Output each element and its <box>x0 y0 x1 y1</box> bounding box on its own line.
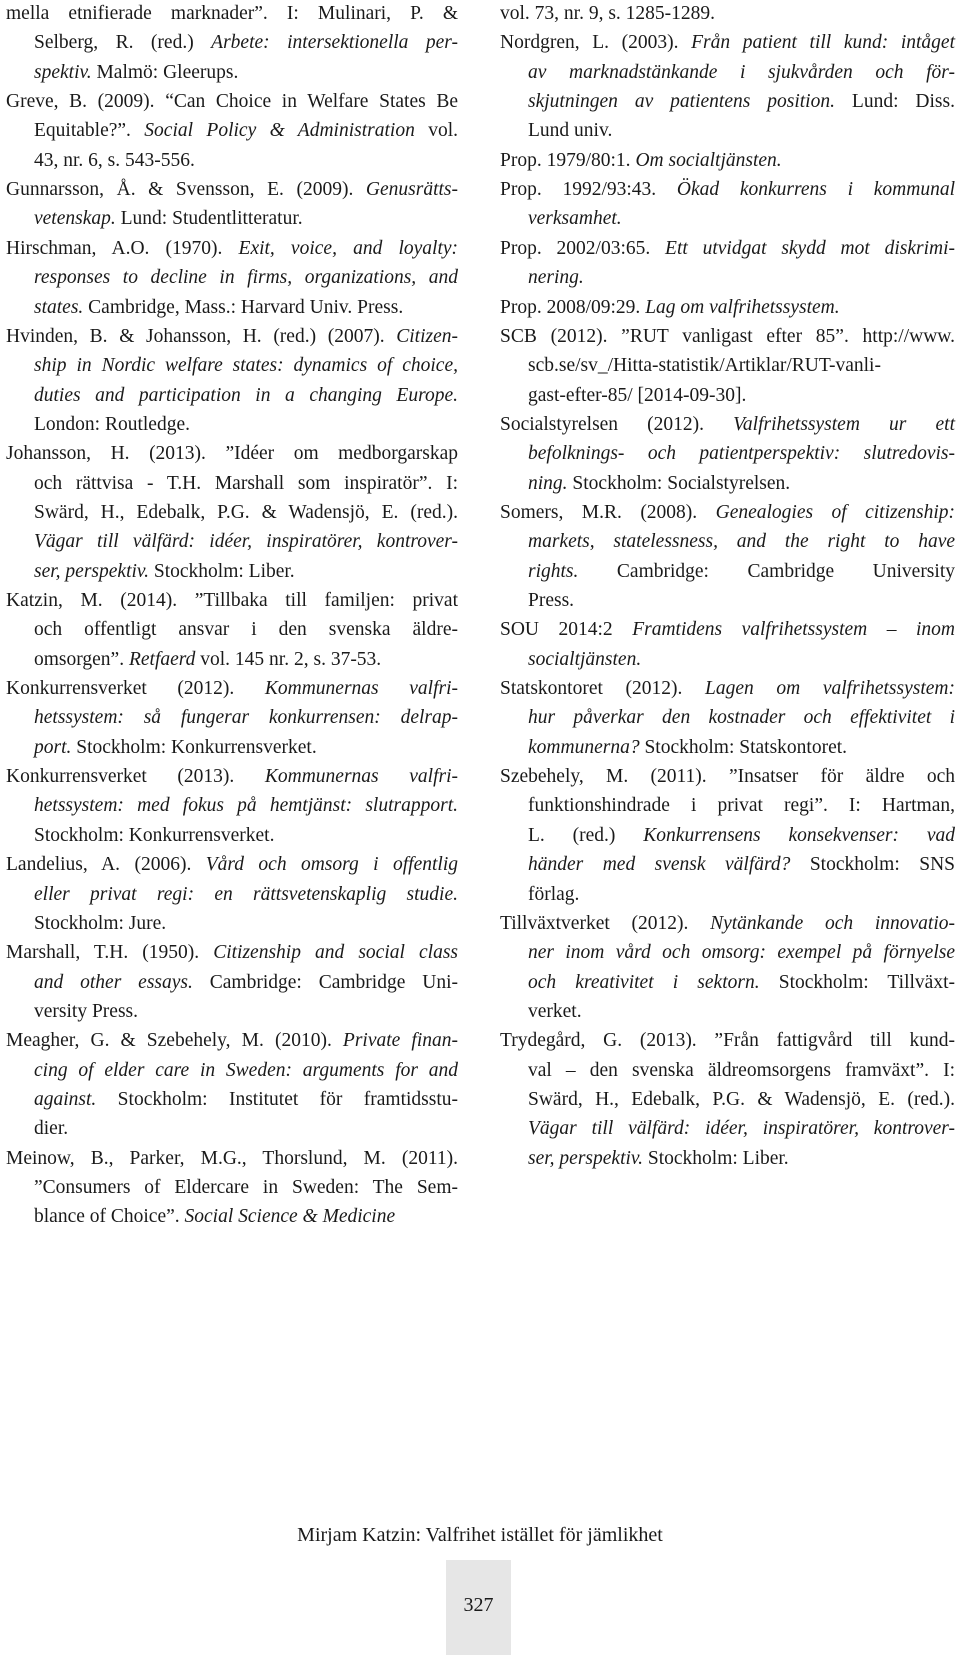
reference-text: Stockholm: Liber. <box>642 1147 789 1169</box>
reference-text: Hirschman, A.O. (1970). <box>6 237 239 259</box>
reference-italic-text: händer med svensk välfärd? <box>528 854 791 876</box>
reference-text: Tillväxtverket (2012). <box>500 912 711 934</box>
reference-line <box>6 444 458 464</box>
reference-text: Stockholm: Liber. <box>148 560 295 582</box>
reference-text: vol. 145 nr. 2, s. 37-53. <box>195 648 382 670</box>
reference-text: Stockholm: Jure. <box>34 912 167 934</box>
reference-line <box>500 415 955 435</box>
reference-text: vol. <box>414 120 459 142</box>
reference-line <box>528 562 955 582</box>
reference-italic-text: Genealogies of citizenship: <box>715 501 955 523</box>
reference-line <box>528 209 622 229</box>
reference-line <box>500 239 955 259</box>
reference-line <box>500 503 955 523</box>
reference-italic-text: Kommunernas valfri- <box>264 766 458 788</box>
reference-text: London: Routledge. <box>34 413 190 435</box>
reference-text: Szebehely, M. (2011). ”Insatser för äldre och <box>500 766 955 788</box>
reference-italic-text: Kommunernas valfri- <box>264 678 458 700</box>
reference-text: 43, nr. 6, s. 543-556. <box>34 149 195 171</box>
reference-italic-text: states. <box>34 296 84 318</box>
reference-italic-text: Genusrätts- <box>365 179 458 201</box>
reference-text: Swärd, H., Edebalk, P.G. & Wadensjö, E. (red.). <box>34 501 458 523</box>
reference-line <box>34 415 190 435</box>
reference-text: Equitable?”. <box>34 120 145 142</box>
reference-line <box>34 650 381 670</box>
reference-line <box>500 151 782 171</box>
reference-line <box>34 298 403 318</box>
reference-text: Hvinden, B. & Johansson, H. (red.) (2007). <box>6 325 397 347</box>
reference-text: Selberg, R. (red.) <box>34 32 212 54</box>
reference-text: Somers, M.R. (2008). <box>500 501 716 523</box>
reference-text: Stockholm: Konkurrensverket. <box>34 824 275 846</box>
reference-text: Konkurrensverket (2012). <box>6 678 265 700</box>
reference-text: val – den svenska äldreomsorgens framväxt”. I: <box>528 1059 955 1081</box>
reference-text: Malmö: Gleerups. <box>91 61 239 83</box>
reference-italic-text: ner inom vård och omsorg: exempel på förnyelse <box>528 942 955 964</box>
reference-text: Stockholm: Statskontoret. <box>639 736 848 758</box>
reference-text: Nordgren, L. (2003). <box>500 32 692 54</box>
reference-italic-text: Ökad konkurrens i kommunal <box>676 179 955 201</box>
reference-italic-text: av marknadstänkande i sjukvården och för- <box>528 61 955 83</box>
page-number-box <box>446 1560 511 1655</box>
reference-line <box>34 474 458 494</box>
reference-line <box>500 33 955 53</box>
reference-line <box>528 1119 955 1139</box>
reference-line <box>34 209 303 229</box>
reference-text: blance of Choice”. <box>34 1206 185 1228</box>
reference-italic-text: vetenskap. <box>34 208 116 230</box>
reference-line <box>528 943 955 963</box>
page-number: 327 <box>463 1594 494 1616</box>
reference-line <box>34 532 458 552</box>
reference-text: funktionshindrade i privat regi”. I: Hartman, <box>528 795 955 817</box>
reference-line <box>528 1002 582 1022</box>
reference-line <box>6 855 458 875</box>
reference-line <box>34 1090 458 1110</box>
reference-text: dier. <box>34 1118 69 1140</box>
reference-text: Socialstyrelsen (2012). <box>500 413 734 435</box>
reference-italic-text: och kreativitet i sektorn. <box>528 971 760 993</box>
reference-line <box>34 1061 458 1081</box>
reference-line <box>34 1207 395 1227</box>
reference-line <box>6 4 458 24</box>
reference-italic-text: and other essays. <box>34 971 193 993</box>
reference-italic-text: markets, statelessness, and the right to have <box>528 531 955 553</box>
reference-text: Stockholm: Tillväxt- <box>759 971 955 993</box>
reference-line <box>528 973 955 993</box>
reference-line <box>500 767 955 787</box>
reference-text: Cambridge: Cambridge Uni- <box>192 971 458 993</box>
reference-italic-text: skjutningen av patientens position. <box>528 91 835 113</box>
reference-line <box>34 562 295 582</box>
reference-text: SCB (2012). ”RUT vanligast efter 85”. http://www. <box>500 325 955 347</box>
reference-line <box>528 356 955 376</box>
reference-text: Swärd, H., Edebalk, P.G. & Wadensjö, E. (red.). <box>528 1088 955 1110</box>
reference-text: Prop. 1992/93:43. <box>500 179 677 201</box>
reference-text: Lund: Diss. <box>834 91 955 113</box>
reference-italic-text: hetssystem: med fokus på hemtjänst: slutrapport. <box>34 795 458 817</box>
reference-text: Katzin, M. (2014). ”Tillbaka till familjen: privat <box>6 590 458 611</box>
reference-text: Landelius, A. (2006). <box>6 854 206 876</box>
reference-text: mella etnifierade marknader”. I: Mulinari, P. & <box>6 3 458 24</box>
reference-text: Cambridge: Cambridge University <box>578 560 955 582</box>
reference-text: versity Press. <box>34 1000 138 1022</box>
reference-italic-text: Retfaerd <box>128 648 196 670</box>
reference-italic-text: duties and participation in a changing Europe. <box>34 384 458 406</box>
reference-line <box>34 738 317 758</box>
reference-italic-text: Arbete: intersektionella per- <box>211 32 459 54</box>
reference-line <box>500 327 955 347</box>
reference-text: Lund univ. <box>528 120 613 142</box>
reference-text: Stockholm: SNS <box>790 854 955 876</box>
reference-italic-text: Social Science & Medicine <box>184 1206 396 1228</box>
reference-line <box>6 591 458 611</box>
reference-italic-text: eller privat regi: en rättsvetenskaplig studie. <box>34 883 458 905</box>
reference-line <box>34 1119 68 1139</box>
reference-text: förlag. <box>528 883 580 905</box>
reference-italic-text: Valfrihetssystem ur ett <box>733 413 955 435</box>
reference-line <box>528 386 746 406</box>
reference-italic-text: verksamhet. <box>528 208 622 230</box>
reference-text: och offentligt ansvar i den svenska äldre- <box>34 619 458 641</box>
reference-italic-text: Exit, voice, and loyalty: <box>238 237 459 259</box>
reference-text: verket. <box>528 1000 582 1022</box>
reference-text: Johansson, H. (2013). ”Idéer om medborgarskap <box>6 443 458 465</box>
reference-line <box>34 620 458 640</box>
reference-line <box>528 1061 955 1081</box>
reference-italic-text: spektiv. <box>34 61 92 83</box>
reference-text: Gunnarsson, Å. & Svensson, E. (2009). <box>6 179 366 201</box>
reference-line <box>34 708 458 728</box>
reference-line <box>34 1178 458 1198</box>
reference-italic-text: Från patient till kund: intåget <box>691 32 956 54</box>
reference-italic-text: hetssystem: så fungerar konkurrensen: delrap- <box>34 707 458 729</box>
reference-line <box>528 738 847 758</box>
reference-line <box>500 679 955 699</box>
reference-line <box>6 327 458 347</box>
reference-line <box>34 503 458 523</box>
reference-italic-text: Vägar till välfärd: idéer, inspiratörer, kontrover- <box>528 1118 955 1140</box>
reference-text: Trydegård, G. (2013). ”Från fattigvård till kund- <box>500 1030 955 1052</box>
reference-text: Lund: Studentlitteratur. <box>115 208 303 230</box>
reference-italic-text: Vägar till välfärd: idéer, inspiratörer, kontrover- <box>34 531 458 553</box>
reference-text: Greve, B. (2009). “Can Choice in Welfare States Be <box>6 91 458 113</box>
reference-italic-text: socialtjänsten. <box>528 648 642 670</box>
reference-italic-text: ning. <box>528 472 568 494</box>
reference-italic-text: kommunerna? <box>528 736 640 758</box>
reference-line <box>528 708 955 728</box>
reference-italic-text: against. <box>34 1088 97 1110</box>
reference-line <box>6 943 458 963</box>
reference-text: omsorgen”. <box>34 648 129 670</box>
reference-text: Meagher, G. & Szebehely, M. (2010). <box>6 1030 343 1052</box>
reference-italic-text: cing of elder care in Sweden: arguments for and <box>34 1059 458 1081</box>
reference-line <box>34 914 166 934</box>
reference-line <box>34 1002 138 1022</box>
reference-italic-text: Vård och omsorg i offentlig <box>205 854 458 876</box>
reference-italic-text: Citizenship and social class <box>213 942 458 964</box>
reference-line <box>34 151 195 171</box>
reference-line <box>528 1090 955 1110</box>
reference-text: Konkurrensverket (2013). <box>6 766 265 788</box>
reference-line <box>6 180 458 200</box>
reference-line <box>6 1149 458 1169</box>
reference-line <box>528 855 955 875</box>
reference-line <box>500 4 715 24</box>
reference-text: L. (red.) <box>528 824 644 846</box>
reference-italic-text: rights. <box>528 560 579 582</box>
reference-text: och rättvisa - T.H. Marshall som inspiratör”. I: <box>34 472 458 494</box>
reference-line <box>34 268 458 288</box>
reference-text: Prop. 2002/03:65. <box>500 237 666 259</box>
reference-line <box>34 33 458 53</box>
reference-line <box>500 298 840 318</box>
reference-line <box>34 356 458 376</box>
reference-line <box>528 826 955 846</box>
reference-text: Cambridge, Mass.: Harvard Univ. Press. <box>83 296 404 318</box>
reference-italic-text: responses to decline in firms, organizations, and <box>34 267 458 289</box>
reference-line <box>34 796 458 816</box>
reference-line <box>34 885 458 905</box>
reference-text: Prop. 2008/09:29. <box>500 296 646 318</box>
reference-text: Stockholm: Institutet för framtidsstu- <box>96 1088 458 1110</box>
reference-italic-text: ser, perspektiv. <box>528 1147 643 1169</box>
reference-line <box>34 63 238 83</box>
reference-line <box>528 474 790 494</box>
reference-text: gast-efter-85/ [2014-09-30]. <box>528 384 747 406</box>
reference-text: vol. 73, nr. 9, s. 1285-1289. <box>500 3 716 24</box>
reference-line <box>6 239 458 259</box>
reference-italic-text: Lagen om valfrihetssystem: <box>705 678 955 700</box>
reference-line <box>34 386 458 406</box>
reference-line <box>528 63 955 83</box>
reference-line <box>528 532 955 552</box>
reference-text: Statskontoret (2012). <box>500 678 706 700</box>
reference-line <box>528 591 574 611</box>
reference-text: Marshall, T.H. (1950). <box>6 942 214 964</box>
reference-text: scb.se/sv_/Hitta-statistik/Artiklar/RUT-vanli- <box>528 355 881 377</box>
reference-line <box>500 180 955 200</box>
reference-italic-text: Om socialtjänsten. <box>635 149 782 171</box>
reference-line <box>528 885 579 905</box>
reference-italic-text: Ett utvidgat skydd mot diskrimi- <box>665 237 955 259</box>
reference-line <box>528 650 641 670</box>
reference-text: SOU 2014:2 <box>500 619 633 641</box>
reference-italic-text: ser, perspektiv. <box>34 560 149 582</box>
reference-italic-text: hur påverkar den kostnader och effektivitet i <box>528 707 955 729</box>
reference-line <box>528 1149 789 1169</box>
reference-italic-text: Private finan- <box>342 1030 458 1052</box>
reference-line <box>34 826 274 846</box>
reference-italic-text: befolknings- och patientperspektiv: slutredovis- <box>528 443 955 465</box>
reference-line <box>500 1031 955 1051</box>
reference-line <box>528 796 955 816</box>
reference-line <box>528 268 584 288</box>
reference-line <box>6 92 458 112</box>
reference-line <box>6 767 458 787</box>
reference-italic-text: nering. <box>528 267 584 289</box>
reference-text: ”Consumers of Eldercare in Sweden: The Sem- <box>34 1177 458 1198</box>
reference-line <box>34 973 458 993</box>
reference-italic-text: Konkurrensens konsekvenser: vad <box>643 824 955 846</box>
reference-line <box>6 679 458 699</box>
reference-italic-text: Nytänkande och innovatio- <box>710 912 955 934</box>
reference-text: Stockholm: Konkurrensverket. <box>71 736 317 758</box>
running-footer-title: Mirjam Katzin: Valfrihet istället för jämlikhet <box>297 1524 663 1546</box>
reference-line <box>6 1031 458 1051</box>
reference-line <box>500 914 955 934</box>
reference-italic-text: ship in Nordic welfare states: dynamics of choice, <box>34 355 458 377</box>
reference-text: Stockholm: Socialstyrelsen. <box>567 472 791 494</box>
reference-italic-text: Framtidens valfrihetssystem – inom <box>632 619 955 641</box>
reference-line <box>500 620 955 640</box>
reference-italic-text: Social Policy & Administration <box>144 120 415 142</box>
reference-line <box>528 444 955 464</box>
reference-text: Meinow, B., Parker, M.G., Thorslund, M. (2011). <box>6 1147 458 1169</box>
reference-line <box>34 121 458 141</box>
reference-line <box>528 121 612 141</box>
reference-italic-text: Lag om valfrihetssystem. <box>645 296 840 318</box>
reference-text: Press. <box>528 590 575 611</box>
reference-italic-text: Citizen- <box>396 325 458 347</box>
reference-line <box>528 92 955 112</box>
reference-text: Prop. 1979/80:1. <box>500 149 636 171</box>
reference-italic-text: port. <box>34 736 72 758</box>
